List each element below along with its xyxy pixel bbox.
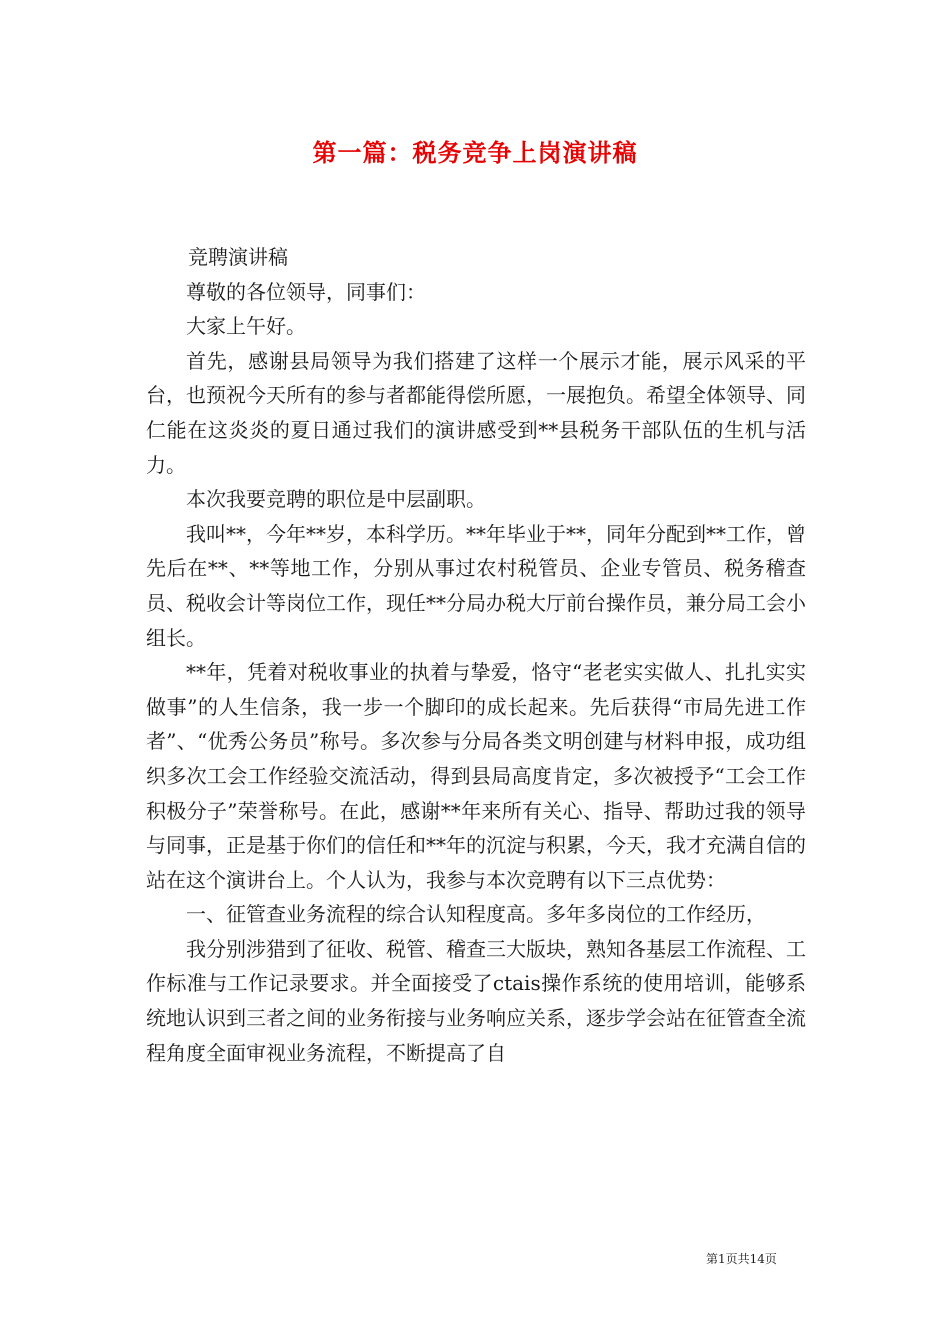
document-body xyxy=(146,240,806,1070)
page-number-footer: 第1页共14页 xyxy=(706,1252,777,1266)
paragraph: 我叫**，今年**岁，本科学历。**年毕业于**，同年分配到**工作，曾先后在**、**等地工作，分别从事过农村税管员、企业专管员、税务稽查员、税收会计等岗位工作，现任**分局办税大厅前台操作员，兼分局工会小组长。 xyxy=(146,521,806,650)
paragraph: 一、征管查业务流程的综合认知程度高。多年多岗位的工作经历， xyxy=(186,902,766,927)
paragraph: 尊敬的各位领导，同事们： xyxy=(186,279,426,304)
document-title: 第一篇：税务竞争上岗演讲稿 xyxy=(312,138,638,167)
paragraph: 竞聘演讲稿 xyxy=(188,245,288,269)
paragraph: 我分别涉猎到了征收、税管、稽查三大版块，熟知各基层工作流程、工作标准与工作记录要求。并全面接受了ctais操作系统的使用培训，能够系统地认识到三者之间的业务衔接与业务响应关系，逐步学会站在征管查全流程角度全面审视业务流程，不断提高了自 xyxy=(146,936,806,1065)
paragraph: **年，凭着对税收事业的执着与挚爱，恪守“老老实实做人、扎扎实实做事”的人生信条，我一步一个脚印的成长起来。先后获得“市局先进工作者”、“优秀公务员”称号。多次参与分局各类文明创建与材料申报，成功组织多次工会工作经验交流活动，得到县局高度肯定，多次被授予“工会工作积极分子”荣誉称号。在此，感谢**年来所有关心、指导、帮助过我的领导与同事，正是基于你们的信任和**年的沉淀与积累，今天，我才充满自信的站在这个演讲台上。个人认为，我参与本次竞聘有以下三点优势： xyxy=(146,660,806,892)
paragraph: 本次我要竞聘的职位是中层副职。 xyxy=(186,487,486,512)
paragraph: 大家上午好。 xyxy=(186,314,306,339)
paragraph: 首先，感谢县局领导为我们搭建了这样一个展示才能，展示风采的平台，也预祝今天所有的参与者都能得偿所愿，一展抱负。希望全体领导、同仁能在这炎炎的夏日通过我们的演讲感受到**县税务干部队伍的生机与活力。 xyxy=(146,348,806,477)
